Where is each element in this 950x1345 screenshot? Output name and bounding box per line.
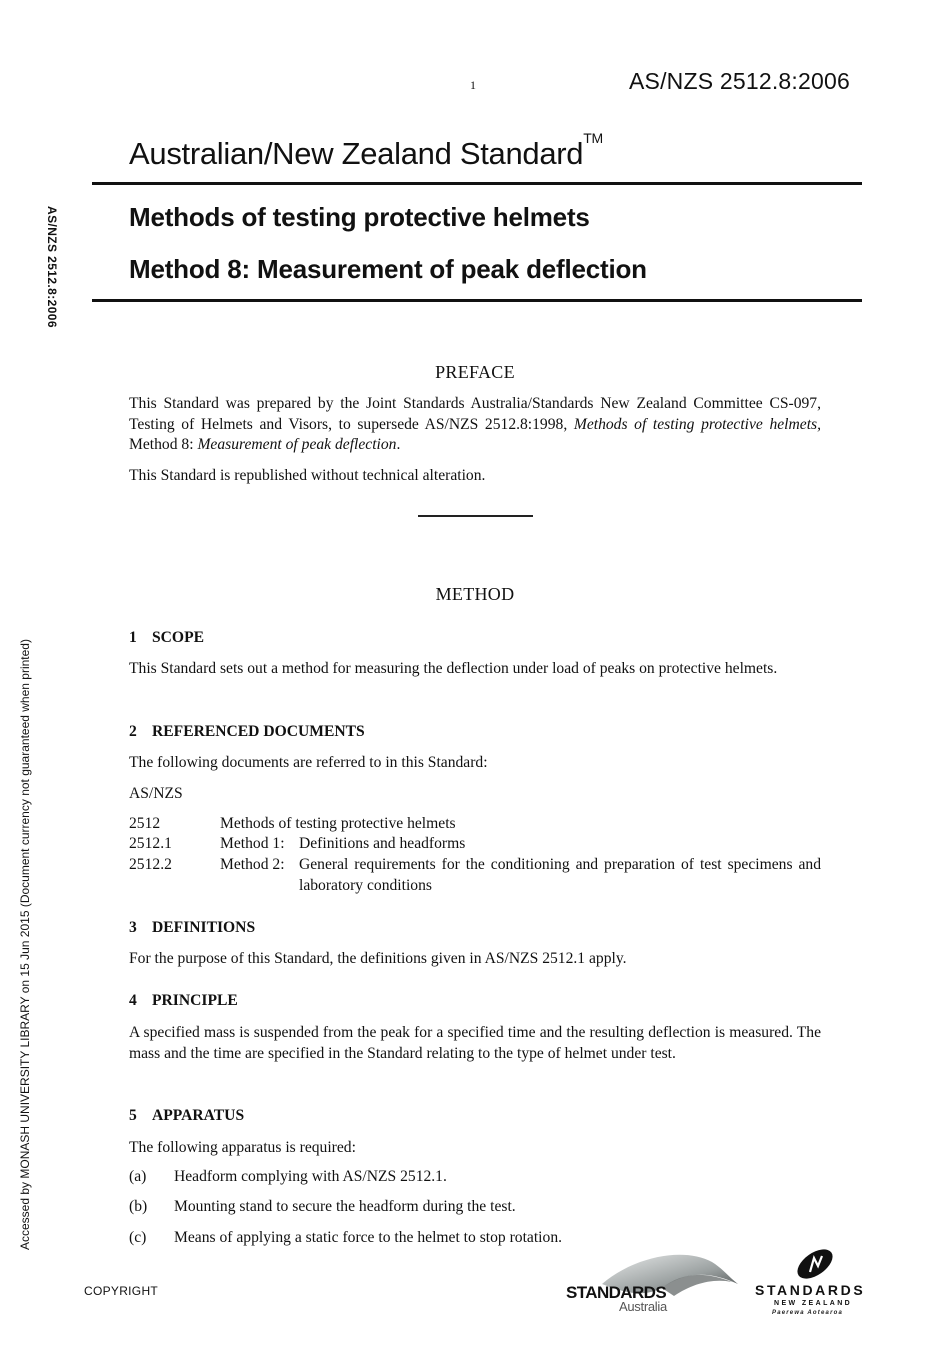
section-number: 5 [129,1107,137,1124]
apparatus-item [129,1198,821,1216]
snz-logo-subtext: NEW ZEALAND [774,1300,853,1307]
preface-paragraph [129,394,821,456]
standard-title [129,130,603,172]
reference-row [129,814,821,835]
document-code: AS/NZS 2512.8:2006 [629,68,850,94]
standards-australia-logo [562,1248,742,1316]
title-rule-bottom [92,299,862,302]
section-number: 4 [129,992,137,1009]
item-text: Mounting stand to secure the headform during the test. [174,1198,516,1215]
section-references-intro: The following documents are referred to in this Standard: [129,754,488,771]
snz-logo-maori-text: Paerewa Aotearoa [772,1310,844,1316]
preface-italic-title: Methods of testing protective helmets, [573,415,821,433]
section-number: 3 [129,919,137,936]
reference-code: 2512 [129,815,161,832]
section-title: APPARATUS [152,1107,245,1124]
preface-republished-note: This Standard is republished without technical alteration. [129,467,486,484]
snz-logo-text: STANDARDS [755,1282,866,1298]
preface-heading: PREFACE [435,362,515,382]
reference-method: Method 2: [220,856,285,873]
apparatus-item [129,1168,821,1186]
reference-description: Definitions and headforms [299,835,466,852]
section-definitions-text: For the purpose of this Standard, the definitions given in AS/NZS 2512.1 apply. [129,950,627,967]
access-notice: Accessed by MONASH UNIVERSITY LIBRARY on 15 Jun 2015 (Document currency not guaranteed when printed) [18,639,32,1250]
section-references-heading [129,723,365,741]
reference-code: 2512.2 [129,856,172,873]
section-title: DEFINITIONS [152,919,256,936]
preface-text-b: Method 8: [129,436,198,453]
section-definitions-heading [129,919,255,937]
standards-new-zealand-logo [752,1248,877,1318]
section-number: 2 [129,723,137,740]
item-text: Means of applying a static force to the helmet to stop rotation. [174,1229,563,1246]
page-number: 1 [470,78,476,92]
side-document-code: AS/NZS 2512.8:2006 [45,206,59,328]
item-label: (c) [129,1229,147,1246]
reference-method: Method 1: [220,835,285,852]
reference-code: 2512.1 [129,835,172,852]
section-scope-heading [129,629,204,647]
reference-description: Methods of testing protective helmets [220,815,456,832]
title-rule-top [92,182,862,185]
trademark-mark: TM [583,130,603,146]
sa-logo-subtext: Australia [619,1299,667,1314]
item-text: Headform complying with AS/NZS 2512.1. [174,1168,447,1185]
document-subtitle: Method 8: Measurement of peak deflection [129,254,647,284]
reference-row [129,855,821,896]
item-label: (a) [129,1168,147,1185]
section-divider [418,515,533,517]
section-principle-heading [129,992,238,1010]
document-title: Methods of testing protective helmets [129,202,590,232]
reference-description: General requirements for the conditioning and preparation of test specimens and laboratory conditions [299,856,821,894]
fern-emblem-icon [752,1248,877,1284]
standard-title-text: Australian/New Zealand Standard [129,136,584,171]
preface-italic-method: Measurement of peak deflection [197,436,397,453]
method-heading: METHOD [435,584,515,604]
section-apparatus-intro: The following apparatus is required: [129,1139,356,1156]
section-title: PRINCIPLE [152,992,238,1009]
section-number: 1 [129,629,137,646]
section-apparatus-heading [129,1107,244,1125]
preface-text-a: This Standard was prepared by the Joint Standards Australia/Standards New Zealand Committee CS-097, Testing of Helmets and Visors, to supersede AS/NZS 2512.8:1998, [129,395,821,433]
section-principle-text: A specified mass is suspended from the peak for a specified time and the resulting deflection is measured. The mass and the time are specified in the Standard relating to the type of helmet under test. [129,1024,821,1062]
section-scope-text: This Standard sets out a method for measuring the deflection under load of peaks on protective helmets. [129,660,778,677]
sa-logo-text: STANDARDS [566,1283,667,1302]
copyright-notice: COPYRIGHT [84,1284,159,1298]
section-title: SCOPE [152,629,204,646]
apparatus-item [129,1229,821,1247]
preface-text-c: . [396,436,401,453]
reference-row [129,834,821,855]
section-title: REFERENCED DOCUMENTS [152,723,365,740]
references-group-label: AS/NZS [129,785,183,802]
item-label: (b) [129,1198,148,1215]
